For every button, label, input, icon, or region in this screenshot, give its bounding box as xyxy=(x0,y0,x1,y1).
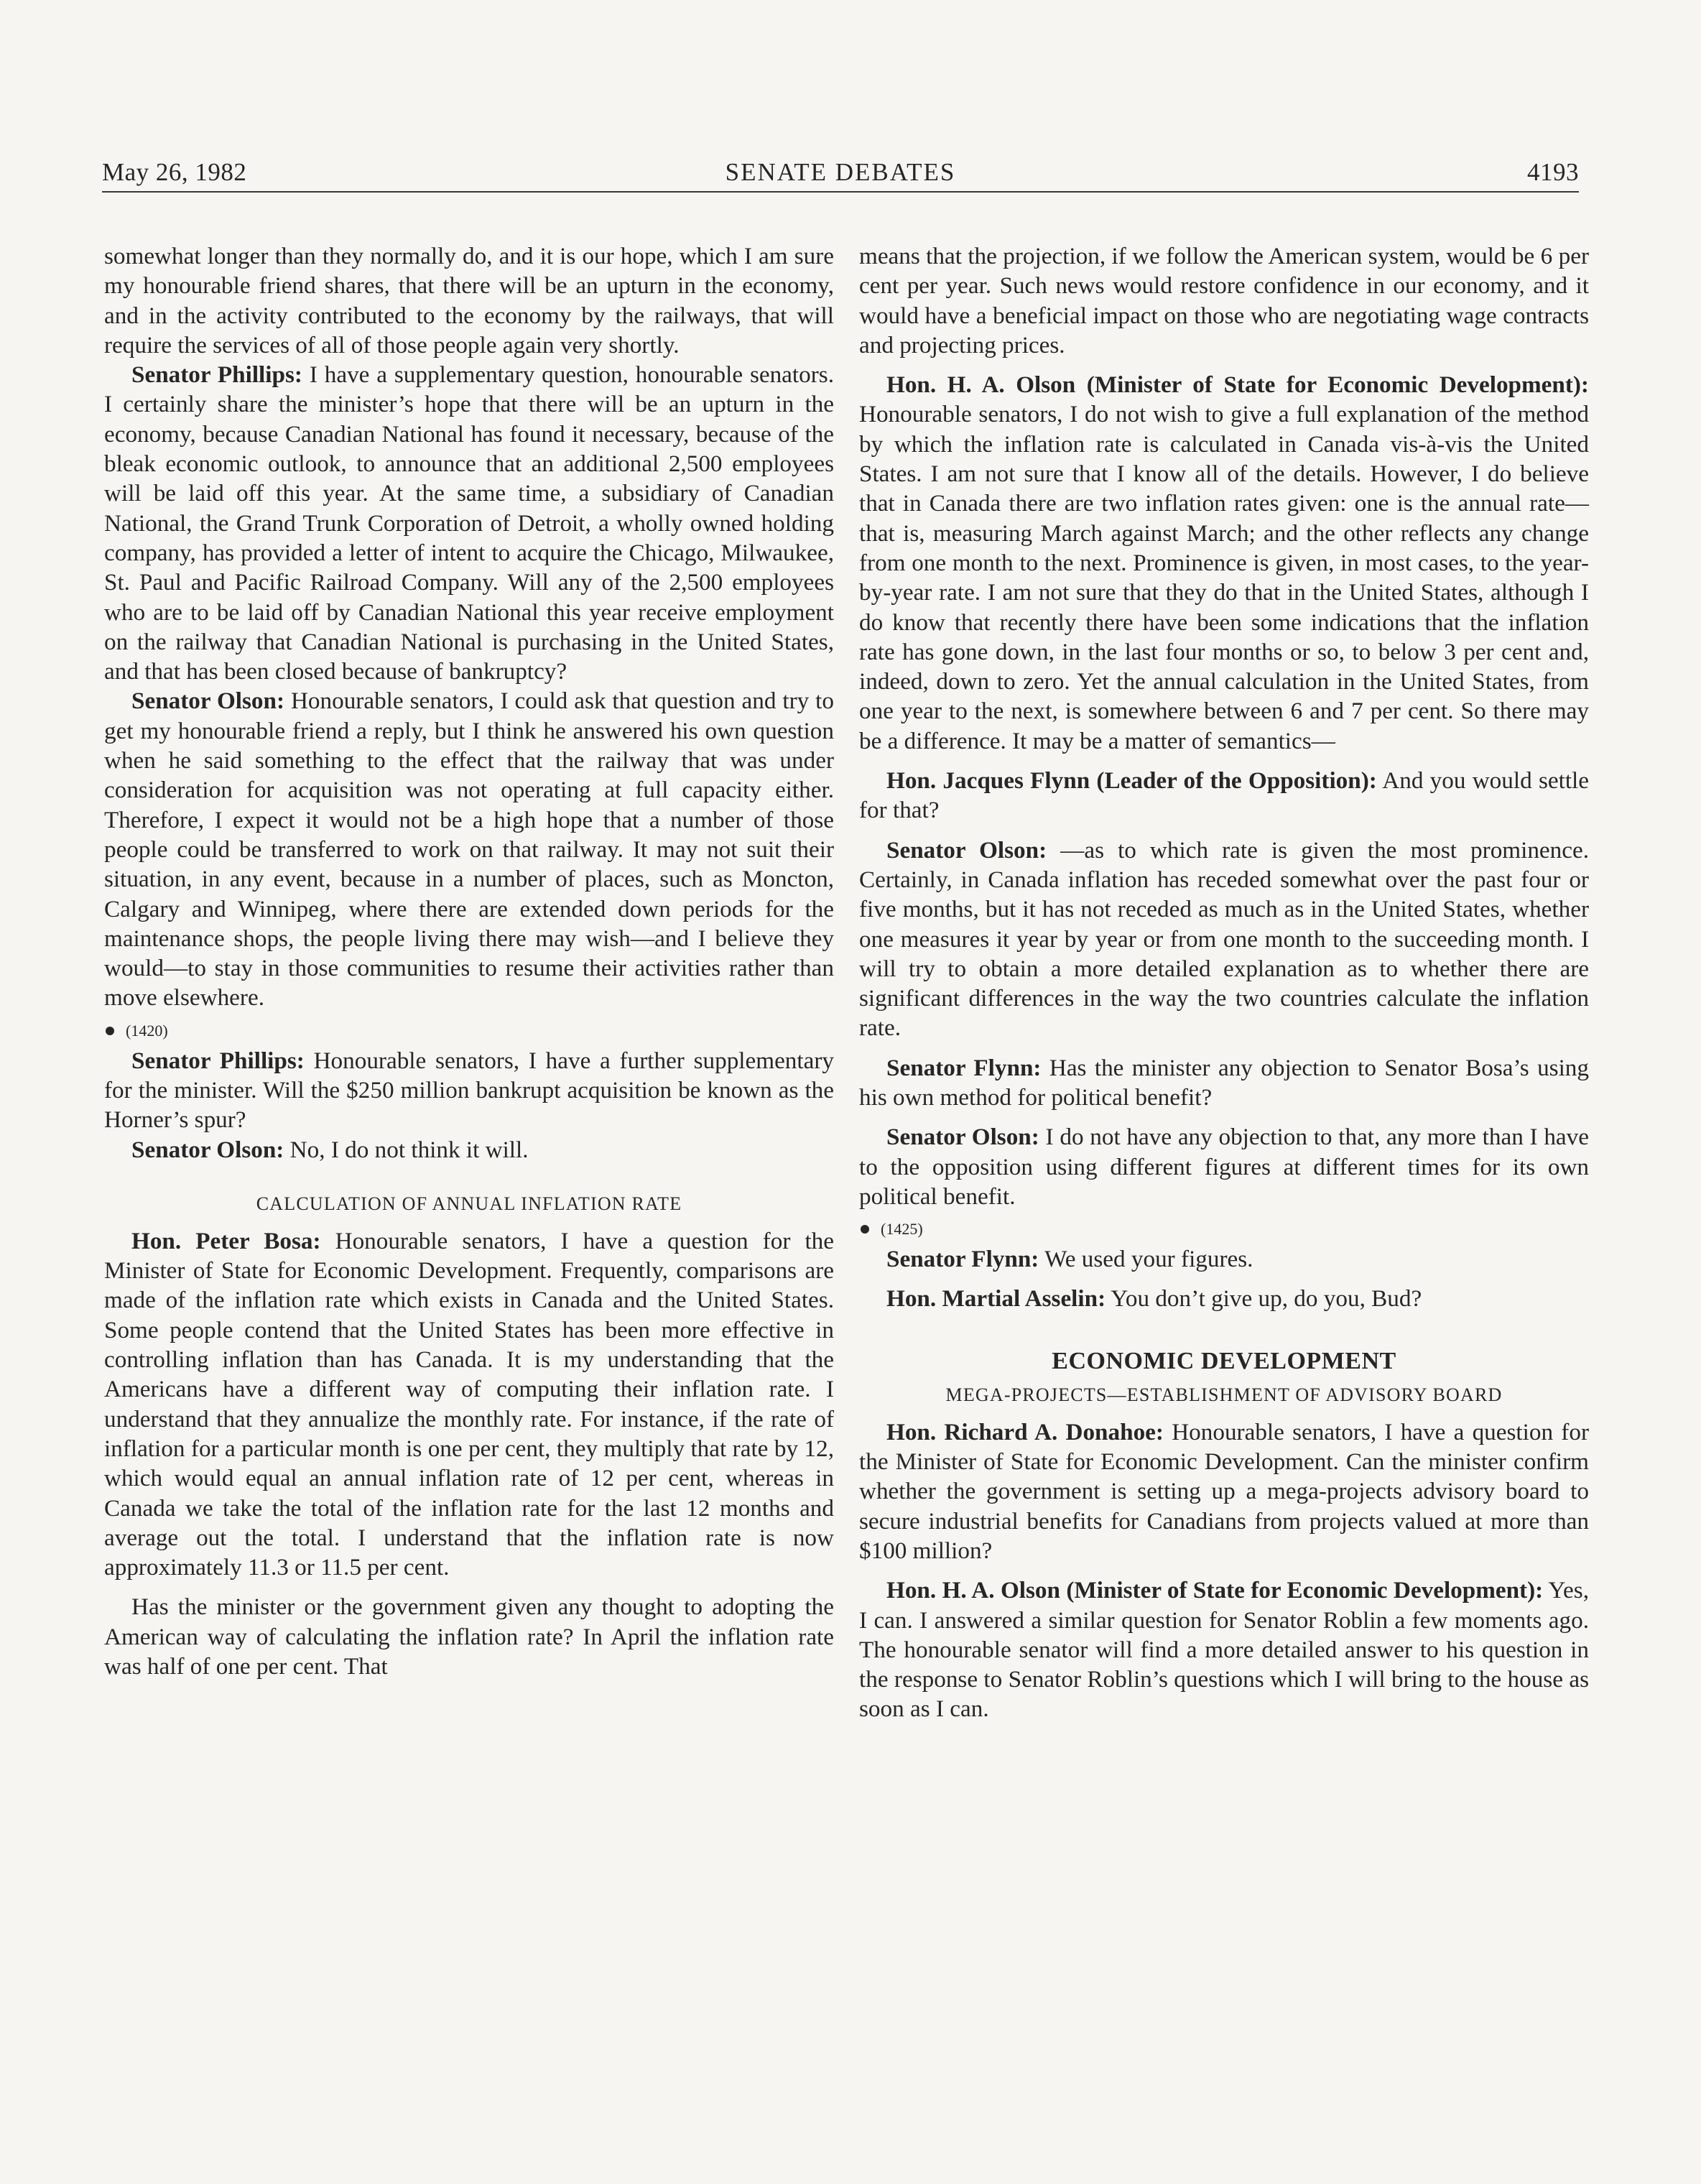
paragraph: somewhat longer than they normally do, and it is our hope, which I am sure my honourable friend shares, that there will be an upturn in the economy, and in the activity contributed to the economy by the railways, that will require the services of all of those people again very shortly. xyxy=(104,243,834,358)
time-code: (1420) xyxy=(126,1021,168,1040)
paragraph xyxy=(859,1244,1589,1274)
speech-text: Honourable senators, I have a question for the Minister of State for Economic Development. Can the minister confirm whether the government is setting up a mega-projects advisory board to secure industrial benefits for Canadians from projects valued at more than $100 million? xyxy=(859,1418,1589,1564)
paragraph xyxy=(859,766,1589,825)
time-marker xyxy=(104,1020,834,1040)
speaker-name: Senator Flynn: xyxy=(886,1246,1039,1273)
speaker-name: Senator Phillips: xyxy=(131,361,302,389)
header-title: SENATE DEBATES xyxy=(725,158,956,186)
paragraph xyxy=(859,1417,1589,1565)
speaker-name: Senator Olson: xyxy=(131,1136,284,1163)
speech-text: And you would settle for that? xyxy=(859,767,1589,824)
paragraph xyxy=(104,1226,834,1583)
section-subheading: CALCULATION OF ANNUAL INFLATION RATE xyxy=(256,1193,682,1214)
section-heading: ECONOMIC DEVELOPMENT xyxy=(1052,1347,1396,1374)
paragraph xyxy=(104,1135,834,1165)
speech-text: I have a supplementary question, honourable senators. I certainly share the minister’s hope that there will be an upturn in the economy, because Canadian National has found it necessary, because of the bleak economic outlook, to announce that an additional 2,500 employees will be laid off this year. At the same time, a subsidiary of Canadian National, the Grand Trunk Corporation of Detroit, a wholly owned holding company, has provided a letter of intent to acquire the Chicago, Milwaukee, St. Paul and Pacific Railroad Company. Will any of the 2,500 employees who are to be laid off by Canadian National this year receive employment on the railway that Canadian National is purchasing in the United States, and that has been closed because of bankruptcy? xyxy=(104,361,834,685)
bullet-icon xyxy=(861,1225,869,1234)
speech-text: Honourable senators, I have a further supplementary for the minister. Will the $250 million bankrupt acquisition be known as the Horner’s spur? xyxy=(104,1047,834,1134)
paragraph: means that the projection, if we follow the American system, would be 6 per cent per year. Such news would restore confidence in our economy, and it would have a beneficial impact on those who are negotiating wage contracts and projecting prices. xyxy=(859,243,1589,358)
speech-text: We used your figures. xyxy=(1039,1246,1253,1273)
paragraph: Has the minister or the government given any thought to adopting the American way of calculating the inflation rate? In April the inflation rate was half of one per cent. That xyxy=(104,1593,834,1680)
speaker-name: Hon. Martial Asselin: xyxy=(886,1285,1106,1313)
paragraph xyxy=(859,836,1589,1043)
speech-text: Honourable senators, I could ask that question and try to get my honourable friend a reply, but I think he answered his own question when he said something to the effect that the railway that was under consideration for acquisition was not operating at full capacity either. Therefore, I expect it would not be a high hope that a number of those people could be transferred to work on that railway. It may not suit their situation, in any event, because in a number of places, such as Moncton, Calgary and Winnipeg, where there are extended down periods for the maintenance shops, the people living there may wish—and I believe they would—to stay in those communities to resume their activities rather than move elsewhere. xyxy=(104,688,834,1012)
speaker-name: Hon. Richard A. Donahoe: xyxy=(886,1418,1164,1445)
speaker-name: Hon. H. A. Olson (Minister of State for Economic Development): xyxy=(886,1577,1544,1604)
speaker-name: Senator Flynn: xyxy=(886,1054,1042,1081)
paragraph xyxy=(859,1122,1589,1211)
paragraph xyxy=(859,1284,1589,1313)
speech-text: —as to which rate is given the most prominence. Certainly, in Canada inflation has receded somewhat over the past four or five months, but it has not receded as much as in the United States, whether one measures it year by year or from one month to the succeeding month. I will try to obtain a more detailed explanation as to whether there are significant differences in the way the two countries calculate the inflation rate. xyxy=(859,836,1589,1042)
time-code: (1425) xyxy=(881,1220,923,1239)
section-subheading: MEGA-PROJECTS—ESTABLISHMENT OF ADVISORY BOARD xyxy=(945,1384,1503,1405)
right-column xyxy=(859,241,1589,1966)
speech-text: Has the minister any objection to Senator Bosa’s using his own method for political benefit? xyxy=(859,1054,1589,1111)
paragraph xyxy=(859,1053,1589,1113)
left-column xyxy=(104,241,834,1966)
speech-text: Yes, I can. I answered a similar question for Senator Roblin a few moments ago. The honourable senator will find a more detailed answer to his question in the response to Senator Roblin’s questions which I will bring to the house as soon as I can. xyxy=(859,1577,1589,1723)
speaker-name: Senator Olson: xyxy=(886,1124,1039,1151)
header-date: May 26, 1982 xyxy=(102,158,247,186)
speaker-name: Hon. H. A. Olson (Minister of State for Economic Development): xyxy=(886,371,1589,399)
time-marker xyxy=(859,1218,1589,1239)
speech-text: No, I do not think it will. xyxy=(284,1136,529,1163)
paragraph xyxy=(859,1575,1589,1723)
paragraph xyxy=(104,360,834,686)
page-header xyxy=(102,157,1579,193)
speech-text: I do not have any objection to that, any more than I have to the opposition using different figures at different times for its own political benefit. xyxy=(859,1124,1589,1210)
speech-text: Honourable senators, I do not wish to give a full explanation of the method by which the inflation rate is calculated in Canada vis-à-vis the United States. I am not sure that I know all of the details. However, I do believe that in Canada there are two inflation rates given: one is the annual rate—that is, measuring March against March; and the other reflects any change from one month to the next. Prominence is given, in most cases, to the year-by-year rate. I am not sure that they do that in the United States, although I do know that recently there have been some indications that the inflation rate has gone down, in the last four months or so, to below 3 per cent and, indeed, down to zero. Yet the annual calculation in the United States, from one year to the next, is somewhere between 6 and 7 per cent. So there may be a difference. It may be a matter of semantics— xyxy=(859,401,1589,754)
speech-text: You don’t give up, do you, Bud? xyxy=(1106,1285,1422,1313)
speaker-name: Hon. Peter Bosa: xyxy=(131,1227,321,1254)
speaker-name: Senator Olson: xyxy=(131,688,285,715)
paragraph xyxy=(859,370,1589,756)
paragraph xyxy=(104,686,834,1012)
speech-text: Honourable senators, I have a question for the Minister of State for Economic Development. Frequently, comparisons are made of the inflation rate which exists in Canada and the United States. Some people contend that the United States has been more effective in controlling inflation than has Canada. It is my understanding that the Americans have a different way of computing their inflation rate. I understand that they annualize the monthly rate. For instance, if the rate of inflation for a particular month is one per cent, they multiply that rate by 12, which would equal an annual inflation rate of 12 per cent, whereas in Canada we take the total of the inflation rate for the last 12 months and average out the total. I understand that the inflation rate is now approximately 11.3 or 11.5 per cent. xyxy=(104,1227,834,1581)
bullet-icon xyxy=(106,1027,114,1035)
page-number: 4193 xyxy=(1527,158,1579,186)
speaker-name: Senator Olson: xyxy=(886,836,1047,864)
speaker-name: Senator Phillips: xyxy=(131,1047,305,1074)
speaker-name: Hon. Jacques Flynn (Leader of the Opposition): xyxy=(886,767,1377,795)
paragraph xyxy=(104,1046,834,1135)
